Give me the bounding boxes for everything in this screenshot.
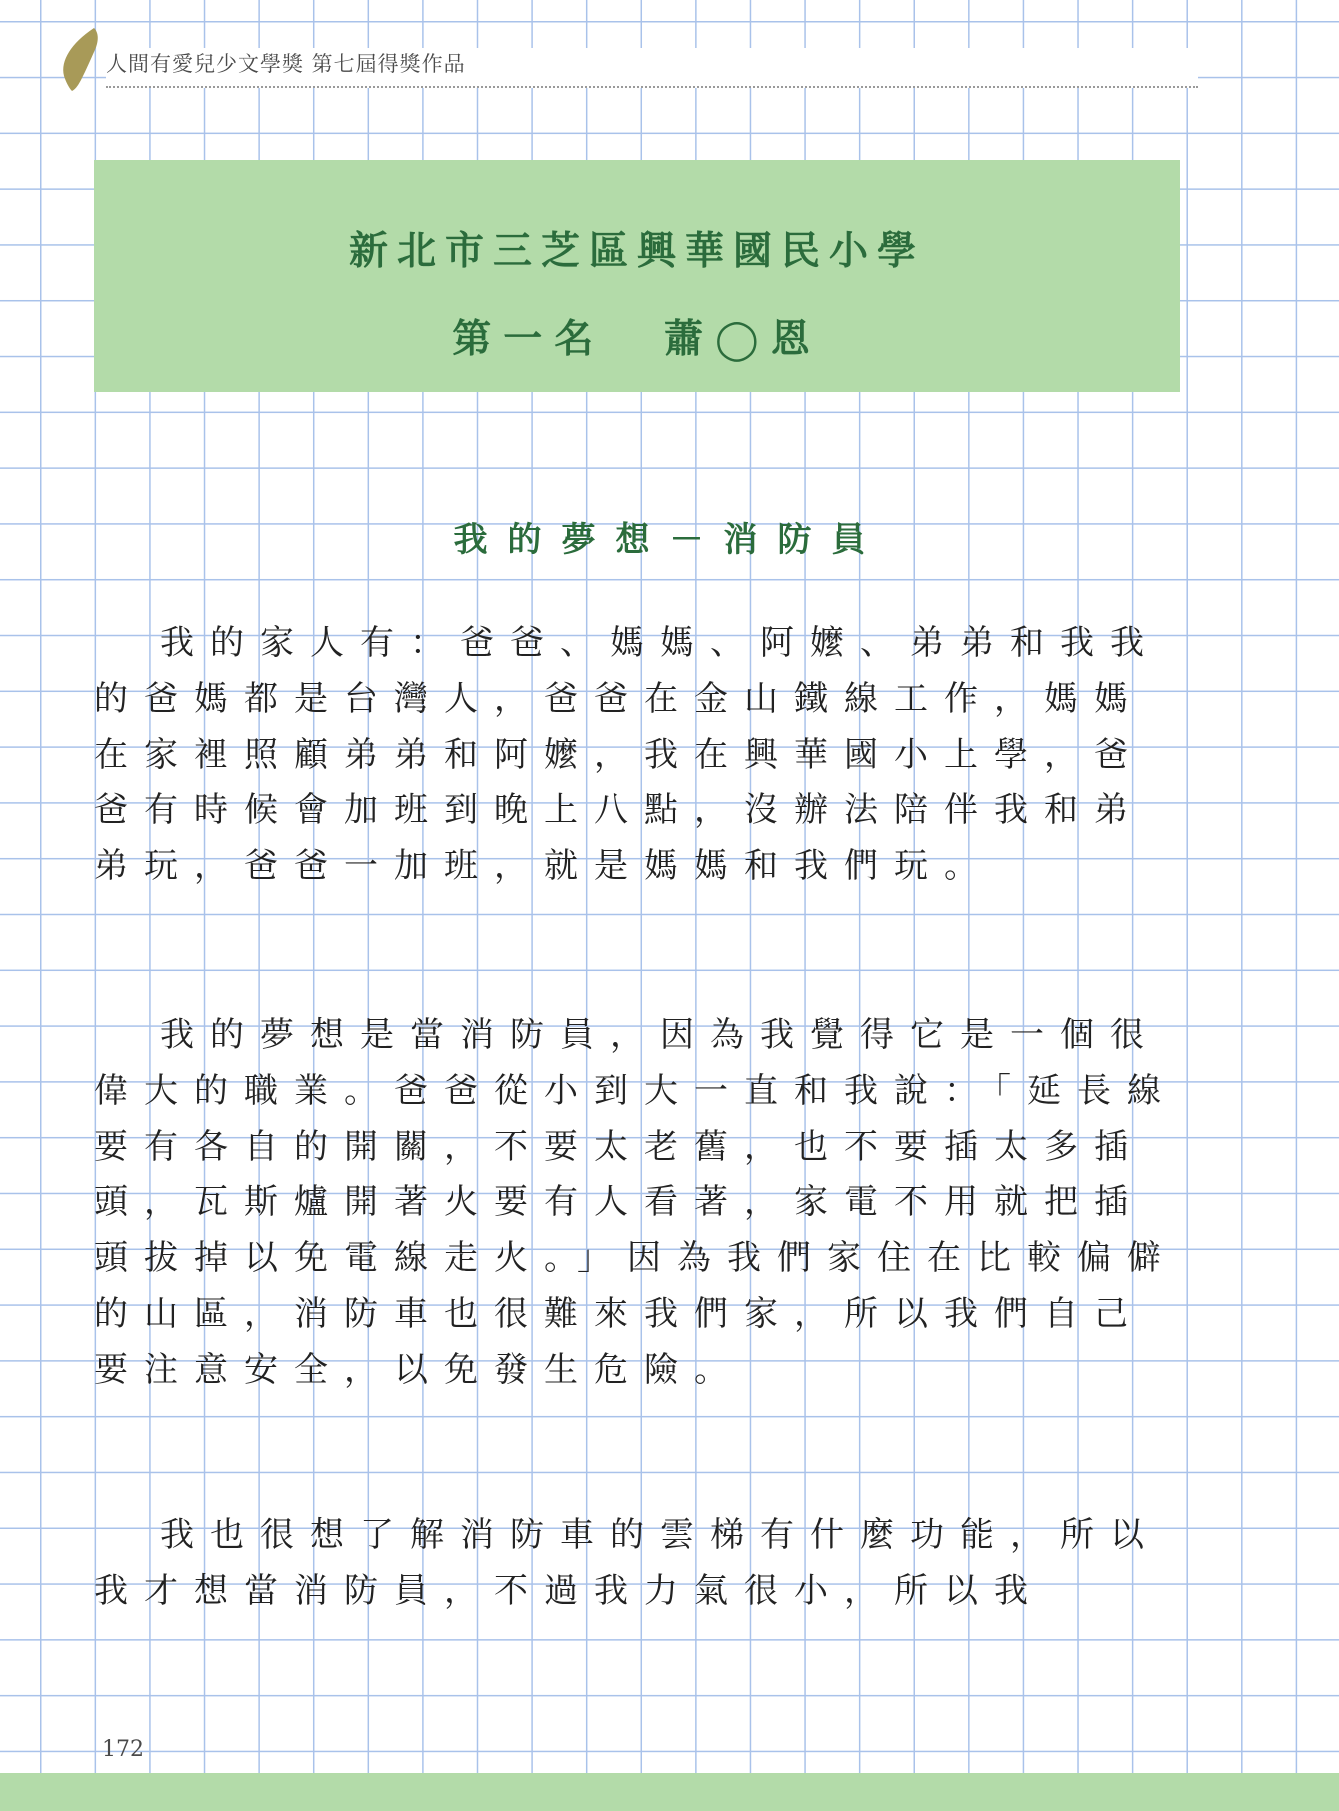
author-name: 蕭◯恩 xyxy=(664,316,822,362)
taiwan-leaf-icon xyxy=(60,26,102,92)
running-head: 人間有愛兒少文學獎 第七屆得獎作品 xyxy=(106,48,1198,88)
award-line xyxy=(94,308,1180,364)
bottom-band xyxy=(0,1773,1339,1811)
essay-title: 我的夢想－消防員 xyxy=(453,520,886,560)
page-number: 172 xyxy=(102,1737,144,1762)
school-name: 新北市三芝區興華國民小學 xyxy=(348,228,925,274)
essay-paragraph: 我的夢想是當消防員，因為我覺得它是一個很偉大的職業。爸爸從小到大一直和我說：「延長線要有各自的開關，不要太老舊，也不要插太多插頭，瓦斯爐開著火要有人看著，家電不用就把插頭拔掉以免電線走火。」因為我們家住在比較偏僻的山區，消防車也很難來我們家，所以我們自己要注意安全，以免發生危險。 xyxy=(94,1015,1177,1390)
award-rank: 第一名 xyxy=(452,316,606,362)
award-banner xyxy=(94,160,1180,392)
essay-paragraph: 我的家人有：爸爸、媽媽、阿嬤、弟弟和我我的爸媽都是台灣人，爸爸在金山鐵線工作，媽媽在家裡照顧弟弟和阿嬤，我在興華國小上學，爸爸有時候會加班到晚上八點，沒辦法陪伴我和弟弟玩，爸爸一加班，就是媽媽和我們玩。 xyxy=(94,623,1160,887)
essay-paragraph: 我也很想了解消防車的雲梯有什麼功能，所以我才想當消防員，不過我力氣很小，所以我 xyxy=(94,1515,1160,1611)
